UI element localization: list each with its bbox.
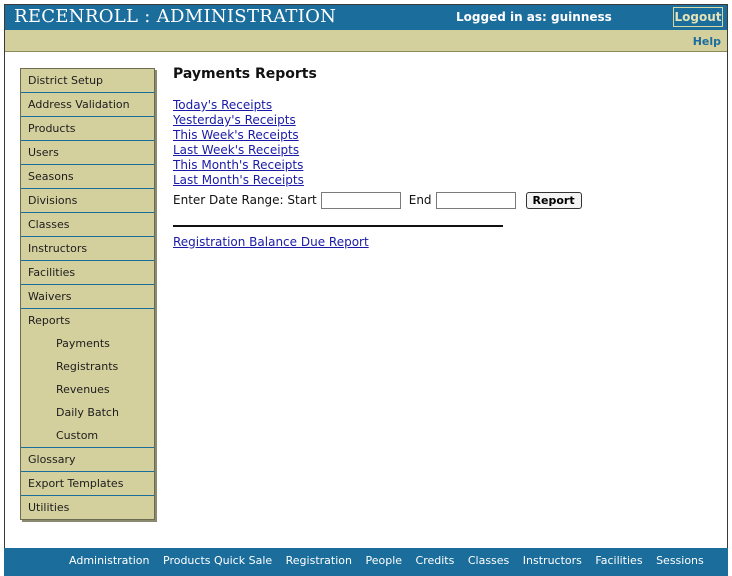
last-months-receipts-link[interactable]: Last Month's Receipts (173, 173, 304, 187)
sidebar-item-facilities[interactable]: Facilities (21, 261, 154, 285)
sidebar-item-utilities[interactable]: Utilities (28, 501, 70, 514)
logged-in-user: Logged in as: guinness (456, 10, 612, 24)
date-range-label: Enter Date Range: Start (173, 193, 317, 207)
sidebar-item-instructors[interactable]: Instructors (21, 237, 154, 261)
todays-receipts-link[interactable]: Today's Receipts (173, 98, 273, 112)
sidebar-subitem-registrants[interactable]: Registrants (56, 360, 119, 373)
start-date-input[interactable] (321, 192, 401, 209)
end-date-input[interactable] (436, 192, 516, 209)
footer-link-registration[interactable]: Registration (285, 554, 352, 567)
sidebar-subitem-daily-batch[interactable]: Daily Batch (56, 406, 119, 419)
end-date-label: End (408, 193, 432, 207)
report-button[interactable]: Report (526, 192, 582, 209)
sidebar-item-waivers[interactable]: Waivers (21, 285, 154, 309)
help-bar (5, 30, 727, 52)
footer-link-facilities[interactable]: Facilities (595, 554, 643, 567)
this-weeks-receipts-link[interactable]: This Week's Receipts (173, 128, 299, 142)
section-divider (173, 225, 503, 227)
app-title: RECENROLL : ADMINISTRATION (14, 6, 337, 27)
sidebar-item-export-templates[interactable]: Export Templates (21, 472, 154, 496)
sidebar-item-seasons[interactable]: Seasons (21, 165, 154, 189)
footer-link-instructors[interactable]: Instructors (522, 554, 582, 567)
sidebar-item-products[interactable]: Products (21, 117, 154, 141)
sidebar-item-district-setup[interactable]: District Setup (21, 69, 154, 93)
sidebar-subitem-payments[interactable]: Payments (56, 337, 110, 350)
title-bar (5, 5, 727, 30)
sidebar-item-users[interactable]: Users (21, 141, 154, 165)
date-range-row (173, 189, 713, 211)
footer-link-classes[interactable]: Classes (467, 554, 510, 567)
this-months-receipts-link[interactable]: This Month's Receipts (173, 158, 304, 172)
balance-due-report-link[interactable]: Registration Balance Due Report (173, 235, 369, 249)
sidebar-subitem-custom[interactable]: Custom (21, 424, 154, 448)
sidebar-item-divisions[interactable]: Divisions (21, 189, 154, 213)
last-weeks-receipts-link[interactable]: Last Week's Receipts (173, 143, 300, 157)
help-link[interactable]: Help (692, 35, 721, 48)
footer-link-products-quick-sale[interactable]: Products Quick Sale (163, 554, 273, 567)
sidebar-item-address-validation[interactable]: Address Validation (21, 93, 154, 117)
main-content (173, 64, 713, 250)
sidebar-item-reports[interactable]: Reports (28, 314, 71, 327)
sidebar-item-classes[interactable]: Classes (21, 213, 154, 237)
footer-nav-bar (4, 548, 728, 576)
footer-link-administration[interactable]: Administration (69, 554, 150, 567)
sidebar-subitem-revenues[interactable]: Revenues (56, 383, 110, 396)
footer-link-sessions[interactable]: Sessions (656, 554, 704, 567)
footer-link-credits[interactable]: Credits (415, 554, 455, 567)
page-title: Payments Reports (173, 66, 317, 82)
sidebar-item-glossary[interactable]: Glossary (21, 448, 154, 472)
sidebar-nav (20, 68, 155, 520)
footer-nav (69, 554, 714, 567)
footer-link-people[interactable]: People (365, 554, 403, 567)
logout-button[interactable]: Logout (673, 7, 723, 27)
yesterdays-receipts-link[interactable]: Yesterday's Receipts (173, 113, 296, 127)
